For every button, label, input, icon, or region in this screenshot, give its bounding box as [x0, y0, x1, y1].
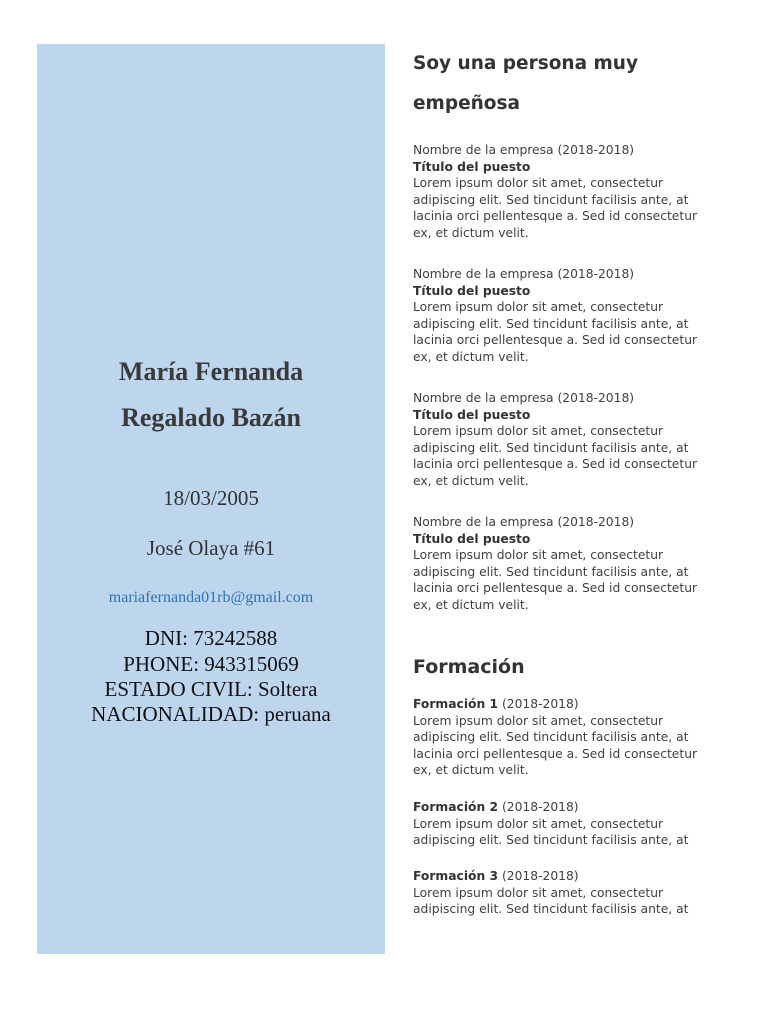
sidebar-panel — [37, 44, 385, 954]
education-years: (2018-2018) — [498, 869, 579, 883]
education-name: Formación 2 — [413, 800, 499, 814]
job-description: Lorem ipsum dolor sit amet, consectetur adipiscing elit. Sed tincidunt facilisis ante, at lacinia orci pellentesque a. Sed id consectetur ex, et dictum velit. — [413, 176, 698, 240]
education-heading: Formación — [413, 656, 525, 678]
education-description: Lorem ipsum dolor sit amet, consectetur adipiscing elit. Sed tincidunt facilisis ante, at — [413, 816, 689, 848]
education-entry — [413, 868, 703, 918]
email-link[interactable]: mariafernanda01rb@gmail.com — [108, 589, 314, 606]
full-name-first: María Fernanda — [118, 357, 304, 386]
education-entry — [413, 696, 703, 779]
address: José Olaya #61 — [146, 536, 276, 560]
experience-entry — [413, 514, 703, 614]
civil-status: ESTADO CIVIL: Soltera — [104, 677, 318, 701]
profile-title — [413, 44, 703, 124]
job-description: Lorem ipsum dolor sit amet, consectetur adipiscing elit. Sed tincidunt facilisis ante, at lacinia orci pellentesque a. Sed id consectetur ex, et dictum velit. — [413, 300, 698, 364]
nationality: NACIONALIDAD: peruana — [91, 702, 331, 726]
full-name-last: Regalado Bazán — [121, 403, 301, 432]
job-description: Lorem ipsum dolor sit amet, consectetur adipiscing elit. Sed tincidunt facilisis ante, at lacinia orci pellentesque a. Sed id consectetur ex, et dictum velit. — [413, 548, 698, 612]
job-title: Título del puesto — [413, 159, 531, 174]
main-content — [413, 44, 703, 917]
date-of-birth: 18/03/2005 — [163, 486, 259, 510]
phone-number: PHONE: 943315069 — [123, 652, 299, 676]
company-name: Nombre de la empresa (2018-2018) — [413, 267, 635, 281]
experience-entry — [413, 390, 703, 490]
profile-title-line2: empeñosa — [413, 93, 520, 114]
job-title: Título del puesto — [413, 407, 531, 422]
education-description: Lorem ipsum dolor sit amet, consectetur adipiscing elit. Sed tincidunt facilisis ante, at lacinia orci pellentesque a. Sed id consectetur ex, et dictum velit. — [413, 713, 698, 778]
job-description: Lorem ipsum dolor sit amet, consectetur adipiscing elit. Sed tincidunt facilisis ante, at lacinia orci pellentesque a. Sed id consectetur ex, et dictum velit. — [413, 424, 698, 488]
education-name: Formación 3 — [413, 869, 499, 883]
company-name: Nombre de la empresa (2018-2018) — [413, 143, 635, 157]
company-name: Nombre de la empresa (2018-2018) — [413, 391, 635, 405]
education-name: Formación 1 — [413, 697, 499, 711]
education-years: (2018-2018) — [498, 800, 579, 814]
experience-entry — [413, 266, 703, 366]
education-description: Lorem ipsum dolor sit amet, consectetur adipiscing elit. Sed tincidunt facilisis ante, at — [413, 885, 689, 917]
experience-entry — [413, 142, 703, 242]
job-title: Título del puesto — [413, 283, 531, 298]
job-title: Título del puesto — [413, 531, 531, 546]
profile-title-line1: Soy una persona muy — [413, 53, 639, 74]
education-entry — [413, 799, 703, 849]
company-name: Nombre de la empresa (2018-2018) — [413, 515, 635, 529]
dni-number: DNI: 73242588 — [144, 626, 278, 650]
education-years: (2018-2018) — [498, 697, 579, 711]
